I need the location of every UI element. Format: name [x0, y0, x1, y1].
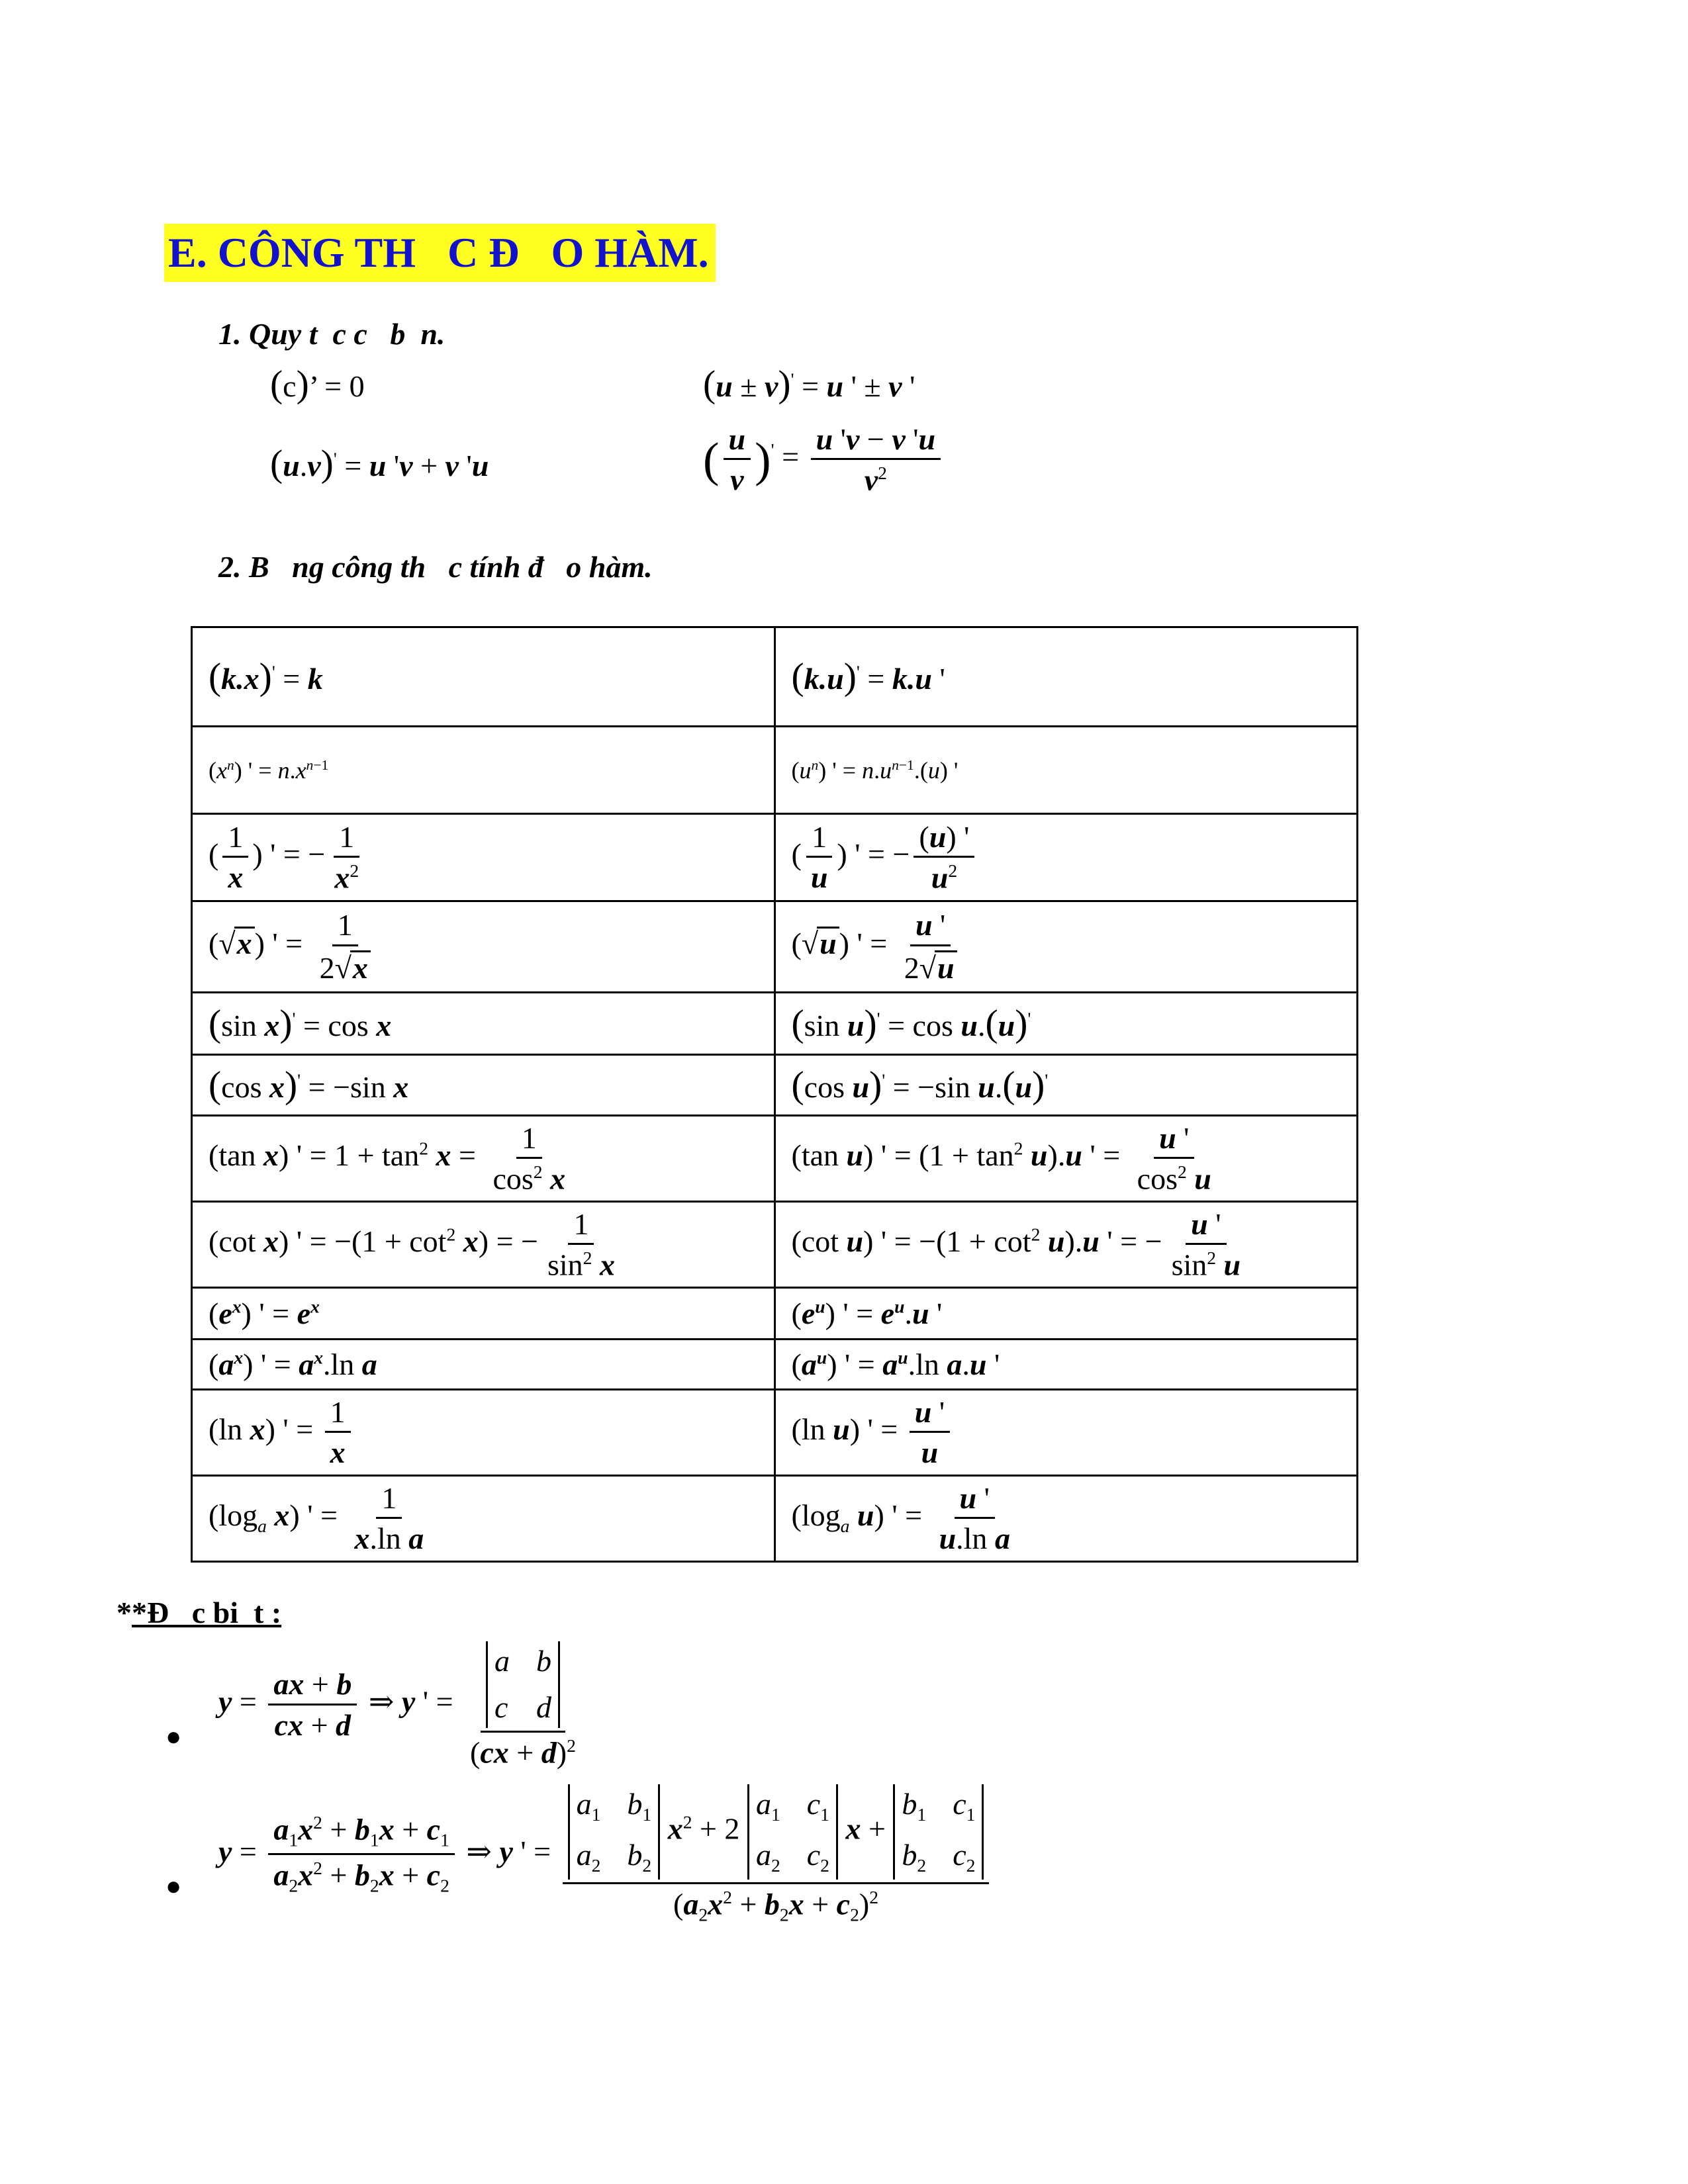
table-cell: (k.x)' = k [192, 627, 775, 727]
table-cell: $(e^x)$ ' = $e^x$ [192, 1288, 775, 1340]
table-cell: (cos u)' = −sin u.(u)' [774, 1055, 1358, 1116]
special-label-text: *Đ c bi t : [132, 1596, 282, 1629]
section2-heading: 2. B ng công th c tính đ o hàm. [218, 550, 653, 584]
table-cell: $(x^n)$ ' = $n.x^{n-1}$ [192, 727, 775, 814]
table-row [192, 1390, 1358, 1476]
table-row [192, 1288, 1358, 1340]
bullet-icon: ● [165, 1871, 182, 1901]
special-formula-1: y = $\frac{ax + b}{cx + d}$ ⇒ y ' = a b c d (cx + d)$^2$ [218, 1641, 585, 1768]
table-row [192, 814, 1358, 901]
table-cell: $(e^u)$ ' = $e^u.u$ ' [774, 1288, 1358, 1340]
table-row [192, 1202, 1358, 1288]
table-cell: (ln u) ' = $\frac{u '}{u}$ [774, 1390, 1358, 1476]
table-cell: (cot u) ' = $-(1 + \cot^2 u).u$ ' = − $\frac{u '}{\sin^2 u}$ [774, 1202, 1358, 1288]
rule-quotient: ( $\frac{u}{v}$ )' = $\frac{u 'v - v 'u}{v^2}$ [703, 424, 945, 496]
section-title: E. CÔNG TH C Đ O HÀM. [164, 224, 716, 282]
table-row [192, 727, 1358, 814]
table-cell: (sin x)' = cos x [192, 993, 775, 1055]
table-row [192, 1476, 1358, 1562]
table-cell: $(u^n)$ ' = $n.u^{n-1}.(u)$ ' [774, 727, 1358, 814]
rule-product: (u.v)' = u 'v + v 'u [270, 443, 489, 484]
table-cell: ( $\frac{1}{x}$ ) ' = − $\frac{1}{x^2}$ [192, 814, 775, 901]
table-cell: (tan u) ' = $(1 + \tan^2 u).u$ ' = $\frac{u '}{\cos^2 u}$ [774, 1116, 1358, 1202]
table-row [192, 627, 1358, 727]
table-cell: (√x) ' = $\frac{1}{2√x}$ [192, 901, 775, 993]
table-row [192, 1116, 1358, 1202]
rule-sum: (u ± v)' = u ' ± v ' [703, 363, 915, 405]
table-cell: (cos x)' = −sin x [192, 1055, 775, 1116]
section1-heading: 1. Quy t c c b n. [218, 317, 445, 351]
table-cell: ( $\frac{1}{u}$ ) ' = − $\frac{(u) '}{u^2}$ [774, 814, 1358, 901]
table-cell: (k.u)' = k.u ' [774, 627, 1358, 727]
table-cell: (cot x) ' = $-(1 + \cot^2 x)$ = − $\frac{1}{\sin^2 x}$ [192, 1202, 775, 1288]
rule-constant: (c)’ = 0 [270, 363, 365, 405]
table-cell: (sin u)' = cos u.(u)' [774, 993, 1358, 1055]
table-cell: $(a^x)$ ' = $a^x.\ln$ a [192, 1340, 775, 1390]
table-cell: ($\log_a$ x) ' = $\frac{1}{\text{x.ln a}}$ [192, 1476, 775, 1562]
table-cell: (tan x) ' = $1 + \tan^2 x$ = $\frac{1}{\cos^2 x}$ [192, 1116, 775, 1202]
derivative-table [191, 626, 1358, 1563]
special-formula-2: y = $\frac{a_1x^2 + b_1x + c_1}{a_2x^2 + b_2x + c_2}$ ⇒ y ' = $a_1$ $b_1$ $a_2$ $b_2$ $x^2 + 2$ $a_1$ $c_1$ $a_2$ $c_2$ x + $b_1$ $c_1$ $b_2$ $c_2$ $(a_2x^2 + b_2x + c_2)^2$ [218, 1784, 993, 1925]
table-row [192, 901, 1358, 993]
table-cell: (ln x) ' = $\frac{1}{x}$ [192, 1390, 775, 1476]
table-cell: $(a^u)$ ' = $a^u.\ln$ a.u ' [774, 1340, 1358, 1390]
table-row [192, 1340, 1358, 1390]
table-cell: ($\log_a$ u) ' = $\frac{u '}{\text{u.ln a}}$ [774, 1476, 1358, 1562]
special-cases-label: **Đ c bi t : [117, 1596, 282, 1629]
bullet-icon: ● [165, 1721, 182, 1751]
table-row [192, 993, 1358, 1055]
table-row [192, 1055, 1358, 1116]
table-cell: (√u) ' = $\frac{u '}{2√u}$ [774, 901, 1358, 993]
